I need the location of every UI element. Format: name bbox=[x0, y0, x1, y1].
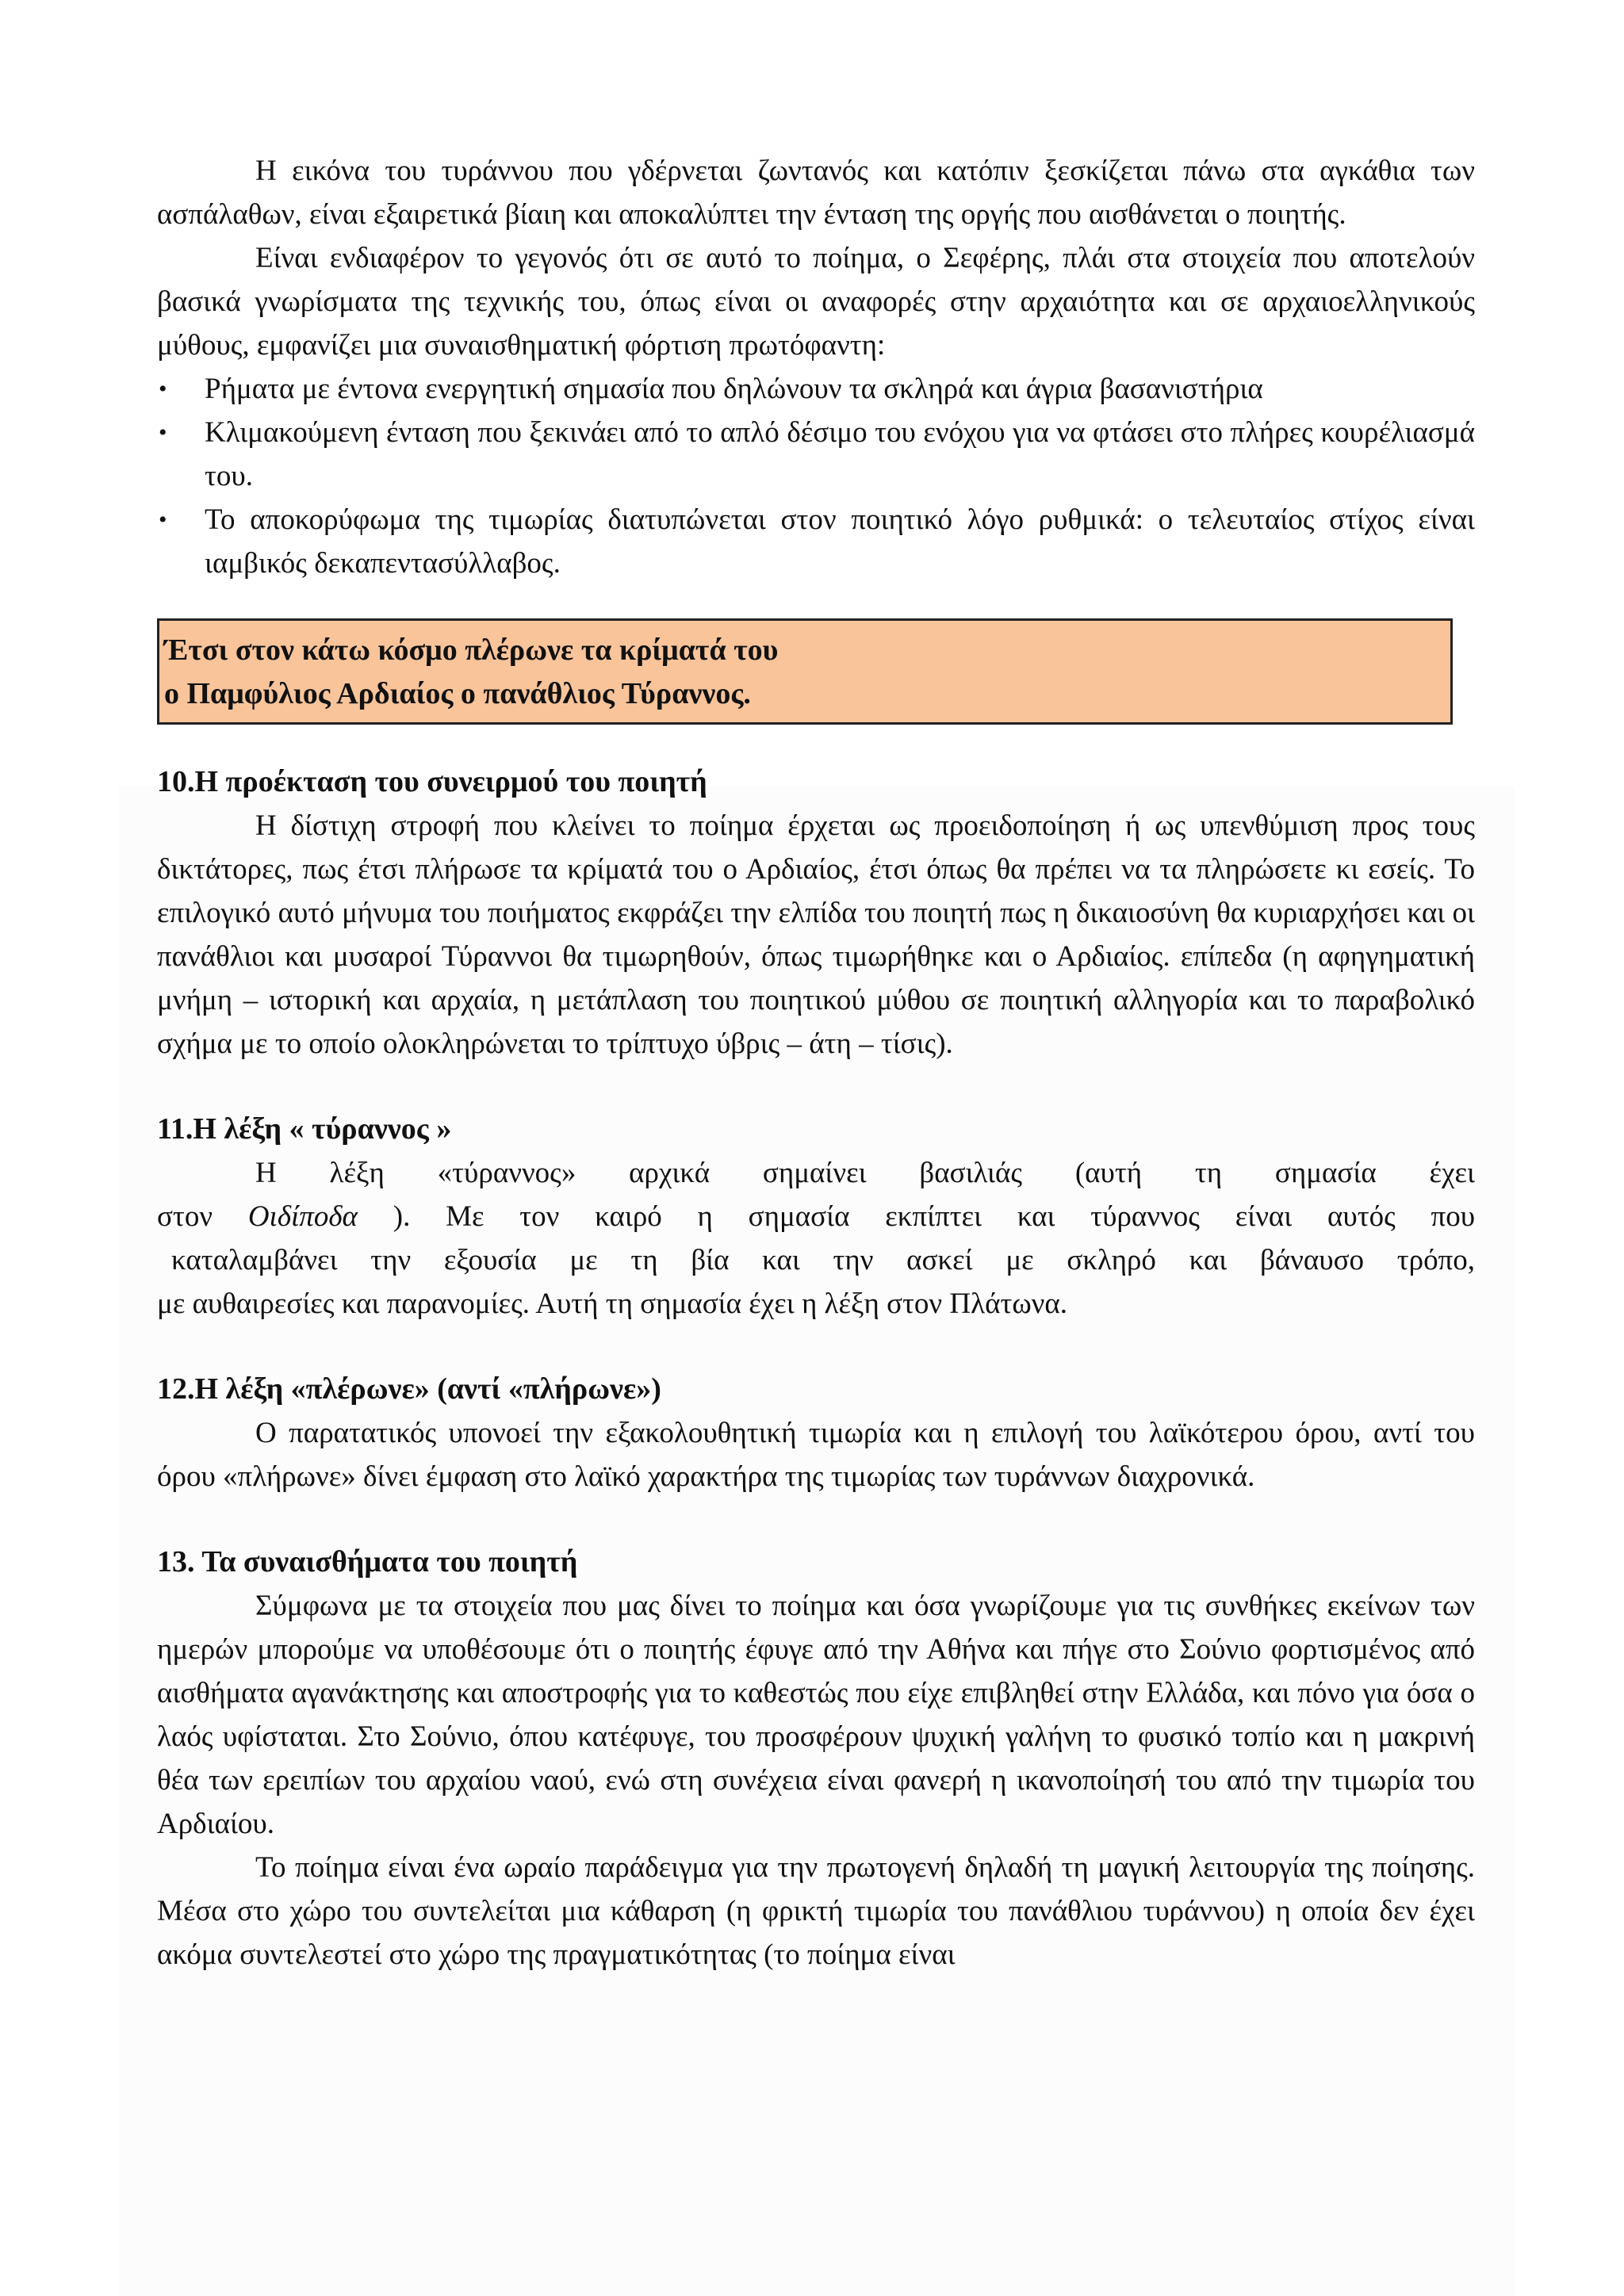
poem-quote-box bbox=[157, 618, 1453, 725]
bullet-text: Κλιμακούμενη ένταση που ξεκινάει από το απλό δέσιμο του ενόχου για να φτάσει στο πλήρες κουρέλιασμά του. bbox=[205, 416, 1475, 492]
section-13-paragraph-1: Σύμφωνα με τα στοιχεία που μας δίνει το ποίημα και όσα γνωρίζουμε για τις συνθήκες εκείνων των ημερών μπορούμε να υποθέσουμε ότι ο ποιητής έφυγε από την Αθήνα και πήγε στο Σούνιο φορτισμένος από αισθήματα αγανάκτησης και αποστροφής για το καθεστώς που είχε επιβληθεί στην Ελλάδα, και πόνο για όσα ο λαός υφίσταται. Στο Σούνιο, όπου κατέφυγε, του προσφέρουν ψυχική γαλήνη το φυσικό τοπίο και η μακρινή θέα των ερειπίων του αρχαίου ναού, ενώ στη συνέχεια είναι φανερή η ικανοποίησή του από την τιμωρία του Αρδιαίου. bbox=[157, 1590, 1475, 1840]
feature-bullet-list bbox=[157, 367, 1475, 585]
section-11-line-1: Η λέξη «τύραννος» αρχικά σημαίνει βασιλιάς (αυτή τη σημασία έχει bbox=[255, 1157, 1475, 1189]
section-10-body: Η δίστιχη στροφή που κλείνει το ποίημα έρχεται ως προειδοποίηση ή ως υπενθύμιση προς τους δικτάτορες, πως έτσι πλήρωσε τα κρίματά του ο Αρδιαίος, έτσι όπως θα πρέπει να τα πληρώσετε κι εσείς. Το επιλογικό αυτό μήνυμα του ποιήματος εκφράζει την ελπίδα του ποιητή πως η δικαιοσύνη θα κυριαρχήσει και οι πανάθλιοι και μυσαροί Τύραννοι θα τιμωρηθούν, όπως τιμωρήθηκε και ο Αρδιαίος. επίπεδα (η αφηγηματική μνήμη – ιστορική και αρχαία, η μετάπλαση του ποιητικού μύθου σε ποιητική αλληγορία και το παραβολικό σχήμα με το οποίο ολοκληρώνεται το τρίπτυχο ύβρις – άτη – τίσις). bbox=[157, 809, 1475, 1060]
section-11-line-2 bbox=[157, 1195, 1475, 1238]
section-13-heading: 13. Τα συναισθήματα του ποιητή bbox=[157, 1545, 578, 1578]
section-11-heading: 11.Η λέξη « τύραννος » bbox=[157, 1112, 452, 1146]
section-13-paragraph-2: Το ποίημα είναι ένα ωραίο παράδειγμα για την πρωτογενή δηλαδή τη μαγική λειτουργία της ποίησης. Μέσα στο χώρο του συντελείται μια κάθαρση (η φρικτή τιμωρία του πανάθλιου τυράννου) η οποία δεν έχει ακόμα συντελεστεί στο χώρο της πραγματικότητας (το ποίημα είναι bbox=[157, 1851, 1475, 1971]
section-11-line-2-prefix: στον bbox=[157, 1200, 213, 1233]
oedipus-reference: Οιδίποδα bbox=[247, 1200, 358, 1233]
section-11-line-4: με αυθαιρεσίες και παρανομίες. Αυτή τη σημασία έχει η λέξη στον Πλάτωνα. bbox=[157, 1288, 1068, 1320]
quote-line-2: ο Παμφύλιος Αρδιαίος ο πανάθλιος Τύραννος. bbox=[164, 677, 751, 710]
intro-paragraph-1: Η εικόνα του τυράννου που γδέρνεται ζωντανός και κατόπιν ξεσκίζεται πάνω στα αγκάθια των ασπάλαθων, είναι εξαιρετικά βίαιη και αποκαλύπτει την ένταση της οργής που αισθάνεται ο ποιητής. bbox=[157, 155, 1475, 231]
section-10-heading: 10.Η προέκταση του συνειρμού του ποιητή bbox=[157, 765, 707, 798]
document-content bbox=[157, 149, 1475, 1976]
bullet-item bbox=[157, 411, 1475, 498]
section-12-heading: 12.Η λέξη «πλέρωνε» (αντί «πλήρωνε») bbox=[157, 1372, 661, 1406]
bullet-icon: • bbox=[159, 419, 167, 446]
bullet-icon: • bbox=[159, 507, 167, 533]
bullet-item bbox=[157, 367, 1475, 411]
bullet-item bbox=[157, 498, 1475, 585]
section-11-line-3: καταλαμβάνει την εξουσία με τη βία και την ασκεί με σκληρό και βάναυσο τρόπο, bbox=[171, 1244, 1475, 1276]
bullet-text: Ρήματα με έντονα ενεργητική σημασία που δηλώνουν τα σκληρά και άγρια βασανιστήρια bbox=[205, 373, 1263, 405]
section-12-body: Ο παρατατικός υπονοεί την εξακολουθητική τιμωρία και η επιλογή του λαϊκότερου όρου, αντί του όρου «πλήρωνε» δίνει έμφαση στο λαϊκό χαρακτήρα της τιμωρίας των τυράννων διαχρονικά. bbox=[157, 1417, 1475, 1493]
section-11-line-2-rest: ). Με τον καιρό η σημασία εκπίπτει και τύραννος είναι αυτός που bbox=[393, 1200, 1476, 1233]
bullet-text: Το αποκορύφωμα της τιμωρίας διατυπώνεται στον ποιητικό λόγο ρυθμικά: ο τελευταίος στίχος είναι ιαμβικός δεκαπεντασύλλαβος. bbox=[205, 503, 1475, 580]
intro-paragraph-2: Είναι ενδιαφέρον το γεγονός ότι σε αυτό το ποίημα, ο Σεφέρης, πλάι στα στοιχεία που αποτελούν βασικά γνωρίσματα της τεχνικής του, όπως είναι οι αναφορές στην αρχαιότητα και σε αρχαιοελληνικούς μύθους, εμφανίζει μια συναισθηματική φόρτιση πρωτόφαντη: bbox=[157, 242, 1475, 362]
quote-line-1: Έτσι στον κάτω κόσμο πλέρωνε τα κρίματά του bbox=[164, 633, 779, 667]
bullet-icon: • bbox=[159, 376, 167, 402]
